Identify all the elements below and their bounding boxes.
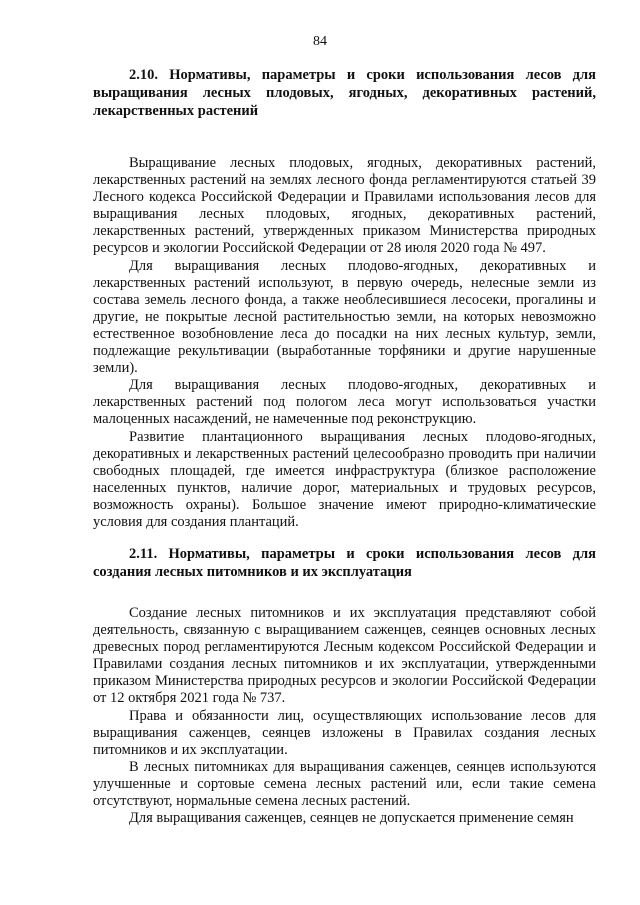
paragraph: Выращивание лесных плодовых, ягодных, декоративных растений, лекарственных растений на землях лесного фонда регламентируются статьей 39 Лесного кодекса Российской Федерации и Правилами использования лесов для выращивания лесных плодовых, ягодных, декоративных растений, лекарственных растений, утвержденных приказом Министерства природных ресурсов и экологии Российской Федерации от 28 июля 2020 года № 497. (93, 155, 596, 257)
paragraph: Для выращивания саженцев, сеянцев не допускается применение семян (129, 810, 574, 827)
section-body-2-11 (93, 605, 596, 827)
section-heading-2-11: 2.11. Нормативы, параметры и сроки использования лесов для создания лесных питомников и их эксплуатация (93, 546, 596, 580)
section-heading-2-10: 2.10. Нормативы, параметры и сроки использования лесов для выращивания лесных плодовых, ягодных, декоративных растений, лекарственных растений (93, 67, 596, 119)
section-body-2-10 (93, 155, 596, 531)
paragraph: Развитие плантационного выращивания лесных плодово-ягодных, декоративных и лекарственных растений целесообразно проводить при наличии свободных площадей, где имеется инфраструктура (близкое расположение населенных пунктов, наличие дорог, материальных и трудовых ресурсов, возможность охраны). Большое значение имеют природно-климатические условия для создания плантаций. (93, 428, 596, 530)
paragraph: Для выращивания лесных плодово-ягодных, декоративных и лекарственных растений под пологом леса могут использоваться участки малоценных насаждений, не намеченные под реконструкцию. (93, 377, 596, 428)
paragraph: Создание лесных питомников и их эксплуатация представляют собой деятельность, связанную с выращиванием саженцев, сеянцев основных лесных древесных пород регламентируются Лесным кодексом Российской Федерации и Правилами создания лесных питомников и их эксплуатации, утвержденными приказом Министерства природных ресурсов и экологии Российской Федерации от 12 октября 2021 года № 737. (93, 605, 596, 707)
paragraph: В лесных питомниках для выращивания саженцев, сеянцев используются улучшенные и сортовые семена лесных растений или, если такие семена отсутствуют, нормальные семена лесных растений. (93, 758, 596, 810)
page-number: 84 (313, 34, 327, 49)
paragraph: Для выращивания лесных плодово-ягодных, декоративных и лекарственных растений используют, в первую очередь, нелесные земли из состава земель лесного фонда, а также необлесившиеся лесосеки, прогалины и другие, не покрытые лесной растительностью земли, на которых невозможно естественное возобновление леса до посадки на них лесных культур, земли, подлежащие рекультивации (выработанные торфяники и другие нарушенные земли). (93, 257, 596, 377)
paragraph: Права и обязанности лиц, осуществляющих использование лесов для выращивания саженцев, сеянцев изложены в Правилах создания лесных питомников и их эксплуатации. (93, 707, 596, 758)
